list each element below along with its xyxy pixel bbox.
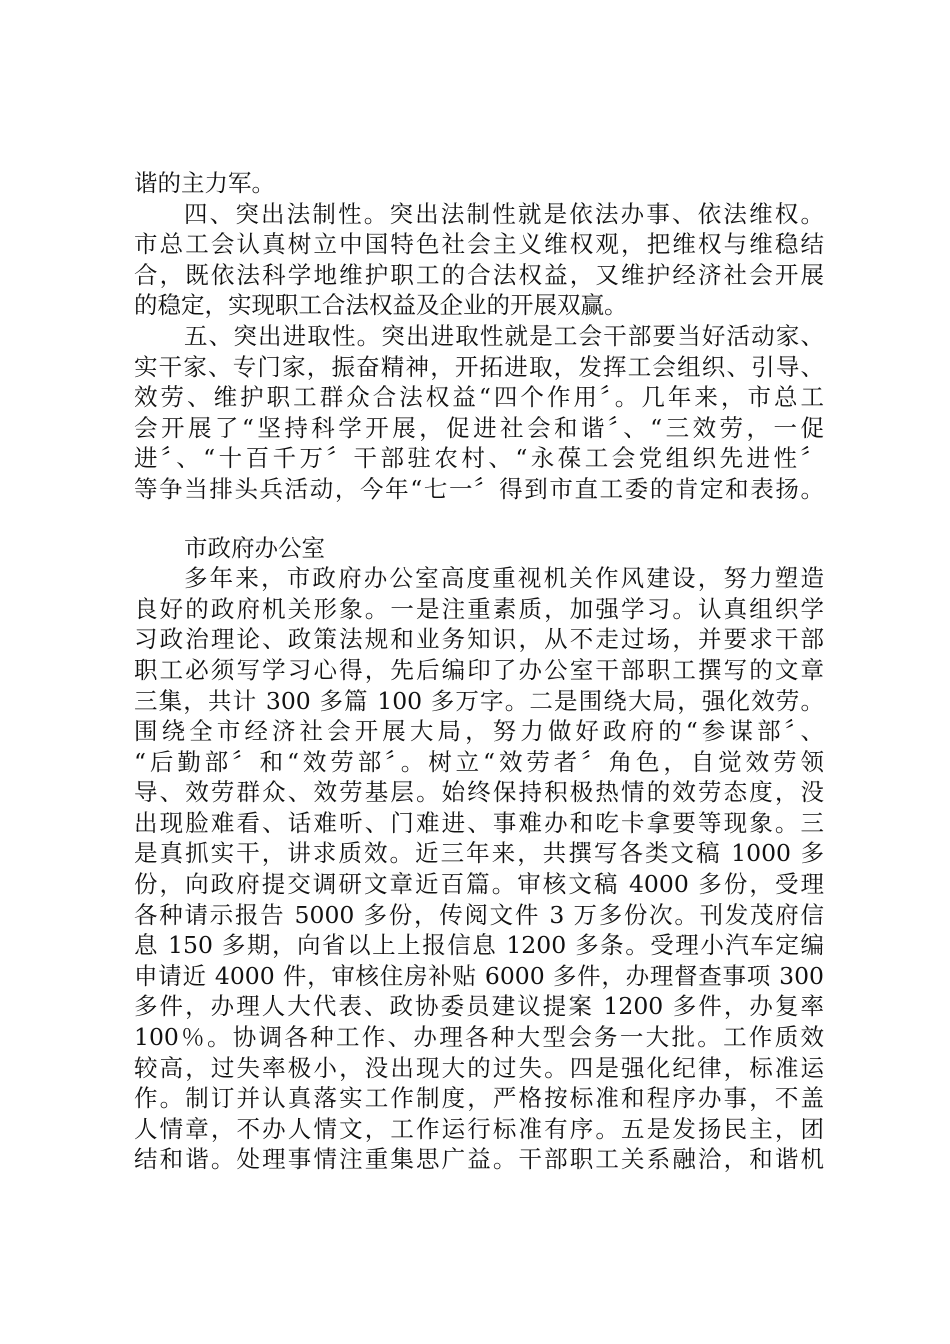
paragraph-line: 息 150 多期，向省以上上报信息 1200 多条。受理小汽车定编 xyxy=(134,931,824,960)
paragraph-line: 100％。协调各种工作、办理各种大型会务一大批。工作质效 xyxy=(134,1023,824,1052)
paragraph-line: 份，向政府提交调研文章近百篇。审核文稿 4000 多份，受理 xyxy=(134,870,824,899)
paragraph-line: 四、突出法制性。突出法制性就是依法办事、依法维权。 xyxy=(184,199,824,228)
paragraph-line: 进〞、“十百千万〞干部驻农村、“永葆工会党组织先进性〞 xyxy=(134,444,824,473)
paragraph-line: 的稳定，实现职工合法权益及企业的开展双赢。 xyxy=(134,291,628,320)
paragraph-line: 习政治理论、政策法规和业务知识，从不走过场，并要求干部 xyxy=(134,625,824,654)
paragraph-line: 等争当排头兵活动，今年“七一〞得到市直工委的肯定和表扬。 xyxy=(134,474,824,503)
paragraph-line: 多件，办理人大代表、政协委员建议提案 1200 多件，办复率 xyxy=(134,992,824,1021)
section-trade-union xyxy=(134,168,824,505)
paragraph-line: 出现脸难看、话难听、门难进、事难办和吃卡拿要等现象。三 xyxy=(134,808,824,837)
paragraph-line: 多年来，市政府办公室高度重视机关作风建设，努力塑造 xyxy=(184,564,824,593)
paragraph-line: 结和谐。处理事情注重集思广益。干部职工关系融洽，和谐机 xyxy=(134,1145,824,1174)
paragraph-line: 申请近 4000 件，审核住房补贴 6000 多件，办理督查事项 300 xyxy=(134,961,824,990)
paragraph-line: 良好的政府机关形象。一是注重素质，加强学习。认真组织学 xyxy=(134,594,824,623)
paragraph-line: 市总工会认真树立中国特色社会主义维权观，把维权与维稳结 xyxy=(134,230,824,259)
paragraph-line: 导、效劳群众、效劳基层。始终保持积极热情的效劳态度，没 xyxy=(134,778,824,807)
paragraph-line: 会开展了“坚持科学开展，促进社会和谐〞、“三效劳，一促 xyxy=(134,413,824,442)
paragraph-line: 人情章，不办人情文，工作运行标准有序。五是发扬民主，团 xyxy=(134,1114,824,1143)
document-page xyxy=(134,168,824,1175)
paragraph-line: 围绕全市经济社会开展大局，努力做好政府的“参谋部〞、 xyxy=(134,717,824,746)
paragraph-line: 合，既依法科学地维护职工的合法权益，又维护经济社会开展 xyxy=(134,260,824,289)
paragraph-line: 是真抓实干，讲求质效。近三年来，共撰写各类文稿 1000 多 xyxy=(134,839,824,868)
paragraph-line: 各种请示报告 5000 多份，传阅文件 3 万多份次。刊发茂府信 xyxy=(134,900,824,929)
paragraph-line: 实干家、专门家，振奋精神，开拓进取，发挥工会组织、引导、 xyxy=(134,352,824,381)
paragraph-line: 谐的主力军。 xyxy=(134,169,275,197)
section-title: 市政府办公室 xyxy=(184,533,325,562)
paragraph-line: 效劳、维护职工群众合法权益“四个作用〞。几年来，市总工 xyxy=(134,383,824,412)
paragraph-line: 较高，过失率极小，没出现大的过失。四是强化纪律，标准运 xyxy=(134,1053,824,1082)
paragraph-line: 作。制订并认真落实工作制度，严格按标准和程序办事，不盖 xyxy=(134,1084,824,1113)
paragraph-line: 三集，共计 300 多篇 100 多万字。二是围绕大局，强化效劳。 xyxy=(134,686,824,715)
paragraph-line: “后勤部〞和“效劳部〞。树立“效劳者〞角色，自觉效劳领 xyxy=(134,747,824,776)
paragraph-line: 五、突出进取性。突出进取性就是工会干部要当好活动家、 xyxy=(184,321,824,350)
paragraph-line: 职工必须写学习心得，先后编印了办公室干部职工撰写的文章 xyxy=(134,655,824,684)
section-municipal-office xyxy=(134,533,824,1175)
section-gap xyxy=(134,505,824,533)
